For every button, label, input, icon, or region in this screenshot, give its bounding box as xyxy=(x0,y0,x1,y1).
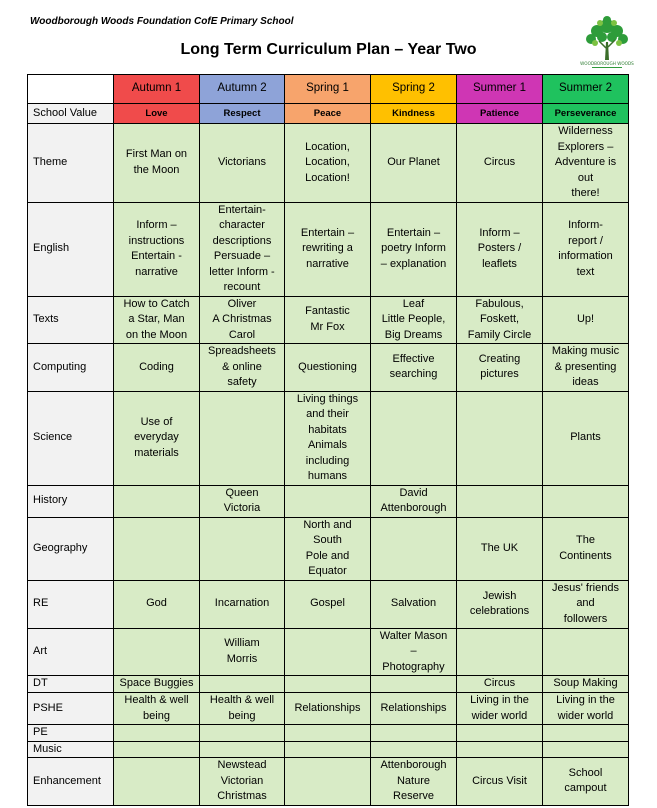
cell-line: report / xyxy=(568,234,603,247)
row-label-text: Texts xyxy=(33,313,59,325)
term-header-autumn2 xyxy=(200,75,285,104)
cell-line: Entertain – xyxy=(300,226,355,239)
cell-pe-autumn1 xyxy=(114,725,200,742)
cell-re-summer2 xyxy=(543,580,629,628)
cell-pe-summer2 xyxy=(543,725,629,742)
cell-texts-summer1 xyxy=(457,296,543,344)
cell-theme-autumn2 xyxy=(200,124,285,203)
cell-re-autumn1 xyxy=(114,580,200,628)
cell-line: Use of xyxy=(140,415,173,428)
cell-line: Fabulous, xyxy=(475,297,524,310)
cell-computing-autumn2 xyxy=(200,344,285,392)
cell-line: Location! xyxy=(305,171,350,184)
cell-history-autumn2 xyxy=(200,485,285,517)
row-label-text: Enhancement xyxy=(33,774,101,787)
cell-line: Posters / xyxy=(477,242,522,255)
cell-pshe-summer2 xyxy=(543,693,629,725)
cell-line: Incarnation xyxy=(214,597,270,610)
cell-line: Jesus' friends xyxy=(552,581,619,594)
cell-english-autumn2 xyxy=(200,202,285,296)
cell-line: Health & well xyxy=(209,694,275,706)
cell-line: being xyxy=(143,709,170,722)
cell-enhancement-spring2 xyxy=(371,758,457,806)
cell-music-spring2 xyxy=(371,741,457,758)
cell-line: God xyxy=(146,597,167,610)
term-label: Summer 2 xyxy=(558,82,613,95)
cell-line: Entertain - xyxy=(131,250,182,262)
cell-line: poetry Inform xyxy=(381,242,446,255)
cell-line: Circus xyxy=(483,156,516,168)
cell-line: & online xyxy=(222,360,262,373)
school-value-text: Patience xyxy=(479,107,520,119)
cell-line: character xyxy=(219,219,265,231)
cell-theme-spring1 xyxy=(285,124,371,203)
school-value-text: Love xyxy=(145,107,168,119)
cell-line: Wilderness xyxy=(558,125,613,137)
cell-pe-autumn2 xyxy=(200,725,285,742)
cell-line: Carol xyxy=(228,328,256,341)
cell-line: Persuade – xyxy=(213,250,271,262)
cell-theme-summer1 xyxy=(457,124,543,203)
cell-line: Adventure is xyxy=(554,156,617,168)
school-value-text: Respect xyxy=(223,107,261,119)
cell-enhancement-spring1 xyxy=(285,758,371,806)
row-label-history xyxy=(28,485,114,517)
cell-line: Health & well xyxy=(124,694,189,706)
cell-art-summer2 xyxy=(543,628,629,676)
school-value-summer1 xyxy=(457,104,543,124)
cell-line: Spreadsheets xyxy=(208,345,276,357)
cell-texts-autumn1 xyxy=(114,296,200,344)
cell-line: safety xyxy=(227,376,257,388)
cell-line: out xyxy=(577,171,594,184)
cell-theme-summer2 xyxy=(543,124,629,203)
cell-line: Continents xyxy=(559,549,612,562)
cell-english-spring1 xyxy=(285,202,371,296)
cell-line: humans xyxy=(307,470,348,482)
cell-line: Plants xyxy=(570,431,601,444)
cell-art-spring2 xyxy=(371,628,457,676)
row-label-text: History xyxy=(33,494,68,507)
cell-pshe-spring1 xyxy=(285,693,371,725)
cell-line: text xyxy=(576,265,595,278)
cell-line: Explorers – xyxy=(557,140,614,153)
row-label-geography xyxy=(28,517,114,580)
cell-computing-summer2 xyxy=(543,344,629,392)
cell-line: and their xyxy=(306,408,349,420)
row-label-text: Computing xyxy=(33,360,87,373)
term-header-row xyxy=(28,75,629,104)
cell-line: Oliver xyxy=(227,297,257,310)
cell-line: and xyxy=(576,597,595,610)
term-header-autumn1 xyxy=(114,75,200,104)
cell-line: Entertain- xyxy=(218,203,266,216)
cell-line: Circus Visit xyxy=(472,774,527,787)
cell-science-spring1 xyxy=(285,391,371,485)
term-header-spring1 xyxy=(285,75,371,104)
cell-pe-spring1 xyxy=(285,725,371,742)
cell-art-spring1 xyxy=(285,628,371,676)
cell-geography-autumn2 xyxy=(200,517,285,580)
cell-line: Location, xyxy=(305,156,350,168)
cell-line: First Man on xyxy=(125,148,188,161)
row-label-pe xyxy=(28,725,114,742)
cell-geography-autumn1 xyxy=(114,517,200,580)
cell-line: Little People, xyxy=(381,313,446,325)
cell-line: leaflets xyxy=(482,257,517,270)
cell-line: Attenborough xyxy=(380,759,447,771)
school-value-row xyxy=(28,104,629,124)
cell-line: Creating xyxy=(478,352,521,365)
cell-line: narrative xyxy=(306,257,349,270)
cell-line: Living things xyxy=(296,392,359,405)
cell-line: Pole and xyxy=(305,549,350,562)
cell-line: campout xyxy=(564,782,607,795)
subject-row-dt xyxy=(28,676,629,693)
cell-pshe-autumn1 xyxy=(114,693,200,725)
cell-line: Living in the xyxy=(556,694,615,706)
row-label-text: RE xyxy=(33,597,49,610)
school-value-text: Kindness xyxy=(392,107,435,119)
subject-row-music xyxy=(28,741,629,758)
cell-re-spring2 xyxy=(371,580,457,628)
row-label-text: Science xyxy=(33,431,73,444)
cell-line: The UK xyxy=(480,541,519,554)
row-label-theme xyxy=(28,124,114,203)
cell-line: Equator xyxy=(308,565,347,577)
cell-line: Questioning xyxy=(298,360,357,373)
cell-theme-autumn1 xyxy=(114,124,200,203)
school-value-autumn2 xyxy=(200,104,285,124)
cell-history-summer1 xyxy=(457,485,543,517)
cell-line: Reserve xyxy=(393,790,434,802)
cell-line: Jewish xyxy=(482,589,517,602)
cell-computing-spring1 xyxy=(285,344,371,392)
cell-re-summer1 xyxy=(457,580,543,628)
cell-line: Queen xyxy=(225,486,259,499)
cell-line: recount xyxy=(223,281,261,293)
cell-line: narrative xyxy=(135,265,178,278)
cell-re-spring1 xyxy=(285,580,371,628)
cell-line: Morris xyxy=(226,652,258,665)
school-tree-logo xyxy=(578,12,636,72)
row-label-text: Art xyxy=(33,645,48,657)
school-value-spring1 xyxy=(285,104,371,124)
cell-line: Location, xyxy=(305,140,350,153)
subject-row-pe xyxy=(28,725,629,742)
cell-line: Soup Making xyxy=(553,677,618,690)
subject-row-science xyxy=(28,391,629,485)
row-label-text: School Value xyxy=(33,106,98,119)
cell-line: Victorian xyxy=(220,774,264,787)
cell-line: Space Buggies xyxy=(119,677,194,690)
cell-geography-summer2 xyxy=(543,517,629,580)
logo-caption: WOODBOROUGH WOODS xyxy=(580,61,634,66)
cell-line: – xyxy=(410,645,417,657)
school-value-text: Perseverance xyxy=(554,107,617,119)
row-label-school-value xyxy=(28,104,114,124)
cell-texts-spring2 xyxy=(371,296,457,344)
cell-line: Newstead xyxy=(217,759,267,771)
term-label: Spring 2 xyxy=(392,82,435,95)
cell-science-autumn1 xyxy=(114,391,200,485)
cell-line: Effective xyxy=(392,352,435,365)
row-label-texts xyxy=(28,296,114,344)
cell-dt-spring1 xyxy=(285,676,371,693)
cell-english-summer1 xyxy=(457,202,543,296)
cell-line: Inform – xyxy=(136,219,177,231)
cell-line: materials xyxy=(134,446,179,459)
row-label-art xyxy=(28,628,114,676)
school-value-text: Peace xyxy=(313,107,342,119)
cell-line: Our Planet xyxy=(387,156,440,168)
row-label-text: English xyxy=(33,242,70,255)
cell-music-summer2 xyxy=(543,741,629,758)
cell-geography-spring2 xyxy=(371,517,457,580)
cell-line: rewriting a xyxy=(302,242,353,255)
cell-history-summer2 xyxy=(543,485,629,517)
cell-line: – explanation xyxy=(380,257,447,270)
cell-line: William xyxy=(224,637,260,650)
cell-line: everyday xyxy=(134,431,179,444)
cell-english-autumn1 xyxy=(114,202,200,296)
cell-line: David xyxy=(399,486,428,499)
row-label-pshe xyxy=(28,693,114,725)
cell-line: A Christmas xyxy=(212,313,272,325)
school-name: Woodborough Woods Foundation CofE Primary School xyxy=(30,16,294,27)
subject-row-history xyxy=(28,485,629,517)
cell-history-autumn1 xyxy=(114,485,200,517)
cell-line: celebrations xyxy=(469,605,530,617)
cell-dt-summer2 xyxy=(543,676,629,693)
cell-music-autumn1 xyxy=(114,741,200,758)
cell-theme-spring2 xyxy=(371,124,457,203)
cell-line: Making music xyxy=(551,345,620,357)
cell-science-spring2 xyxy=(371,391,457,485)
cell-line: pictures xyxy=(480,368,519,381)
cell-pshe-spring2 xyxy=(371,693,457,725)
cell-computing-autumn1 xyxy=(114,344,200,392)
cell-line: South xyxy=(313,534,342,546)
row-label-text: PSHE xyxy=(33,701,63,714)
school-value-spring2 xyxy=(371,104,457,124)
cell-line: a Star, Man xyxy=(128,313,185,325)
cell-line: Animals xyxy=(307,439,348,451)
cell-line: North and xyxy=(303,518,352,531)
cell-pe-spring2 xyxy=(371,725,457,742)
row-label-english xyxy=(28,202,114,296)
cell-geography-spring1 xyxy=(285,517,371,580)
row-label-text: Theme xyxy=(33,156,68,168)
cell-line: Family Circle xyxy=(467,328,532,341)
cell-line: Big Dreams xyxy=(384,328,443,341)
cell-line: Leaf xyxy=(402,297,425,310)
cell-pshe-autumn2 xyxy=(200,693,285,725)
term-header-summer1 xyxy=(457,75,543,104)
cell-line: being xyxy=(228,709,256,722)
cell-dt-summer1 xyxy=(457,676,543,693)
cell-enhancement-autumn2 xyxy=(200,758,285,806)
curriculum-table xyxy=(27,74,629,806)
row-label-music xyxy=(28,741,114,758)
subject-row-geography xyxy=(28,517,629,580)
cell-geography-summer1 xyxy=(457,517,543,580)
cell-line: on the Moon xyxy=(125,328,188,341)
cell-line: Nature xyxy=(396,774,431,787)
cell-line: & presenting xyxy=(554,360,617,373)
cell-enhancement-autumn1 xyxy=(114,758,200,806)
cell-english-summer2 xyxy=(543,202,629,296)
row-label-computing xyxy=(28,344,114,392)
row-label-text: Music xyxy=(33,742,62,755)
cell-computing-spring2 xyxy=(371,344,457,392)
cell-line: Inform – xyxy=(479,226,520,239)
term-label: Spring 1 xyxy=(306,82,349,95)
cell-art-summer1 xyxy=(457,628,543,676)
cell-art-autumn1 xyxy=(114,628,200,676)
subject-row-theme xyxy=(28,124,629,203)
term-label: Autumn 2 xyxy=(217,82,267,95)
cell-line: Up! xyxy=(576,313,595,325)
cell-line: Salvation xyxy=(390,597,437,610)
cell-line: Walter Mason xyxy=(379,629,448,642)
page-title: Long Term Curriculum Plan – Year Two xyxy=(180,41,477,58)
term-header-summer2 xyxy=(543,75,629,104)
cell-line: Victorians xyxy=(217,156,267,168)
cell-line: Inform- xyxy=(568,219,603,231)
cell-music-autumn2 xyxy=(200,741,285,758)
cell-dt-autumn1 xyxy=(114,676,200,693)
cell-line: wider world xyxy=(557,709,614,722)
cell-line: School xyxy=(568,766,603,779)
subject-row-enhancement xyxy=(28,758,629,806)
cell-line: Coding xyxy=(139,360,174,373)
cell-line: descriptions xyxy=(212,234,272,247)
school-value-summer2 xyxy=(543,104,629,124)
term-label: Summer 1 xyxy=(472,82,527,95)
cell-line: searching xyxy=(389,368,438,381)
corner-cell xyxy=(28,75,114,104)
cell-line: habitats xyxy=(308,423,347,436)
cell-music-summer1 xyxy=(457,741,543,758)
cell-history-spring1 xyxy=(285,485,371,517)
cell-english-spring2 xyxy=(371,202,457,296)
cell-line: including xyxy=(305,454,350,467)
cell-line: information xyxy=(558,250,613,262)
cell-line: ideas xyxy=(572,376,599,388)
school-value-autumn1 xyxy=(114,104,200,124)
row-label-text: PE xyxy=(33,726,48,738)
cell-pshe-summer1 xyxy=(457,693,543,725)
subject-row-art xyxy=(28,628,629,676)
subject-row-re xyxy=(28,580,629,628)
cell-enhancement-summer1 xyxy=(457,758,543,806)
cell-line: Fantastic xyxy=(305,305,350,318)
row-label-science xyxy=(28,391,114,485)
cell-texts-spring1 xyxy=(285,296,371,344)
cell-line: wider world xyxy=(471,709,528,722)
cell-science-summer1 xyxy=(457,391,543,485)
cell-dt-autumn2 xyxy=(200,676,285,693)
cell-line: followers xyxy=(563,612,608,625)
cell-science-summer2 xyxy=(543,391,629,485)
subject-row-english xyxy=(28,202,629,296)
cell-line: Living in the xyxy=(470,694,529,706)
cell-line: the Moon xyxy=(133,163,180,176)
cell-computing-summer1 xyxy=(457,344,543,392)
cell-line: Circus xyxy=(483,677,516,690)
term-header-spring2 xyxy=(371,75,457,104)
cell-history-spring2 xyxy=(371,485,457,517)
cell-music-spring1 xyxy=(285,741,371,758)
cell-line: The xyxy=(576,534,595,546)
cell-line: Photography xyxy=(382,660,445,673)
cell-line: there! xyxy=(571,187,600,199)
cell-line: Christmas xyxy=(217,790,267,802)
subject-row-texts xyxy=(28,296,629,344)
cell-texts-autumn2 xyxy=(200,296,285,344)
cell-line: instructions xyxy=(128,234,185,247)
row-label-re xyxy=(28,580,114,628)
cell-dt-spring2 xyxy=(371,676,457,693)
cell-line: Victoria xyxy=(223,502,261,514)
row-label-enhancement xyxy=(28,758,114,806)
cell-pe-summer1 xyxy=(457,725,543,742)
cell-re-autumn2 xyxy=(200,580,285,628)
cell-line: Gospel xyxy=(310,597,345,610)
cell-line: Relationships xyxy=(294,701,361,714)
cell-line: Relationships xyxy=(380,701,447,714)
cell-line: Mr Fox xyxy=(310,320,345,333)
subject-row-computing xyxy=(28,344,629,392)
cell-enhancement-summer2 xyxy=(543,758,629,806)
cell-line: How to Catch xyxy=(123,297,190,310)
cell-line: Foskett, xyxy=(479,313,520,325)
cell-line: Entertain – xyxy=(386,226,441,239)
cell-texts-summer2 xyxy=(543,296,629,344)
row-label-text: Geography xyxy=(33,541,88,554)
row-label-dt xyxy=(28,676,114,693)
cell-line: letter Inform - xyxy=(209,265,275,278)
row-label-text: DT xyxy=(33,677,48,690)
subject-row-pshe xyxy=(28,693,629,725)
cell-science-autumn2 xyxy=(200,391,285,485)
cell-art-autumn2 xyxy=(200,628,285,676)
term-label: Autumn 1 xyxy=(131,82,182,95)
cell-line: Attenborough xyxy=(380,502,447,514)
